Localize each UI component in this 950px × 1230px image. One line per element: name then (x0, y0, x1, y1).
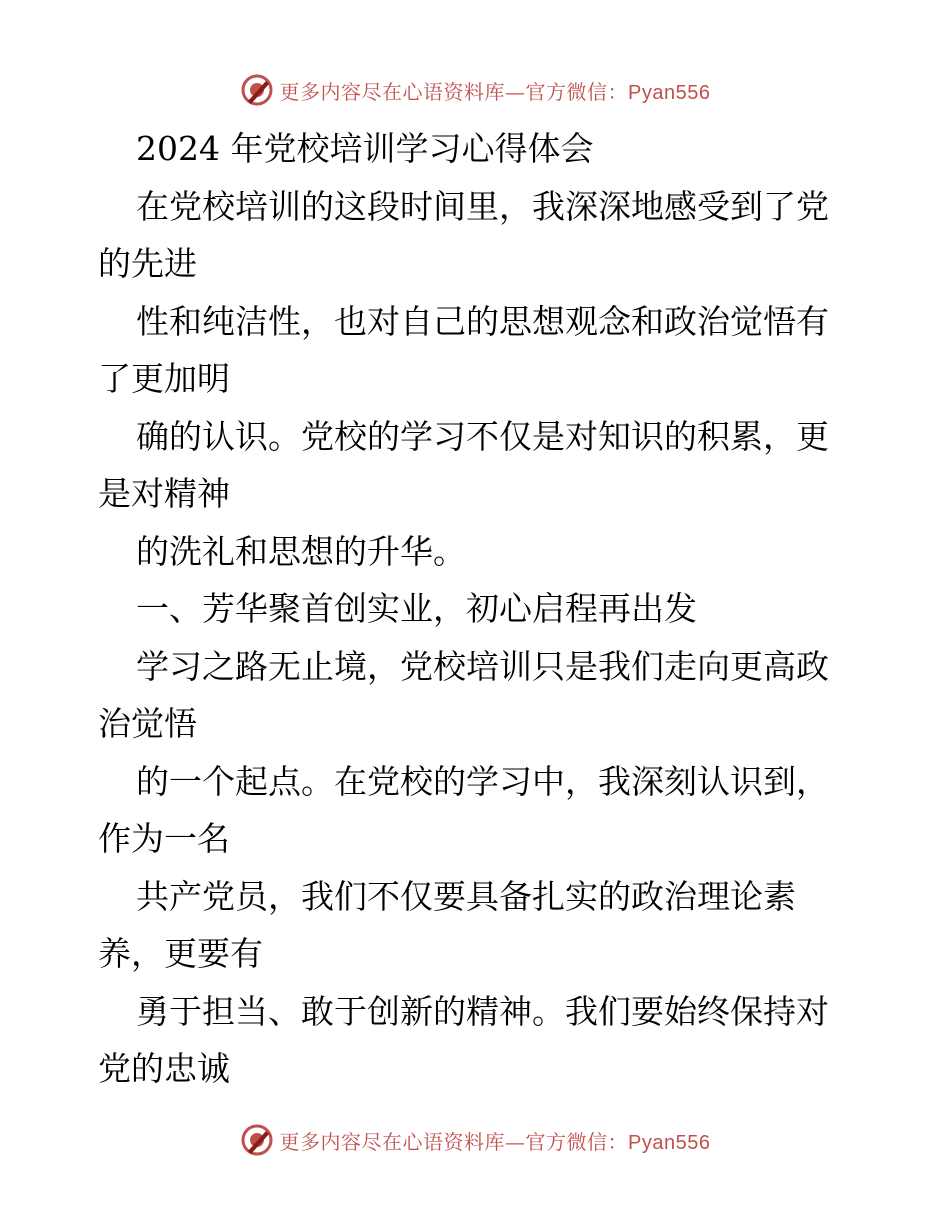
paragraph-line: 性和纯洁性，也对自己的思想观念和政治觉悟有 (136, 301, 829, 341)
document-title: 2024 年党校培训学习心得体会 (136, 129, 594, 168)
paragraph-line: 共产党员，我们不仅要具备扎实的政治理论素 (136, 876, 796, 916)
paragraph-line: 是对精神 (98, 474, 230, 513)
paragraph-line: 确的认识。党校的学习不仅是对知识的积累，更 (136, 416, 829, 456)
header-banner (0, 70, 950, 110)
paragraph-line: 作为一名 (98, 819, 230, 858)
paragraph-line: 在党校培训的这段时间里，我深深地感受到了党 (136, 186, 829, 226)
paragraph-line: 的先进 (98, 244, 197, 283)
document-body (98, 120, 858, 1098)
paragraph-line: 的洗礼和思想的升华。 (136, 531, 466, 571)
pen-logo-icon (240, 73, 274, 107)
paragraph-line: 治觉悟 (98, 704, 197, 743)
paragraph-line: 的一个起点。在党校的学习中，我深刻认识到， (136, 761, 829, 801)
banner-text: 更多内容尽在心语资料库—官方微信：Pyan556 (279, 1129, 711, 1154)
paragraph-line: 养，更要有 (98, 934, 263, 973)
paragraph-line: 党的忠诚 (98, 1049, 230, 1088)
footer-banner (0, 1120, 950, 1160)
banner-text: 更多内容尽在心语资料库—官方微信：Pyan556 (279, 79, 711, 104)
section-heading: 一、芳华聚首创实业，初心启程再出发 (136, 589, 697, 628)
paragraph-line: 了更加明 (98, 359, 230, 398)
pen-logo-icon (240, 1123, 274, 1157)
paragraph-line: 学习之路无止境，党校培训只是我们走向更高政 (136, 646, 829, 686)
paragraph-line: 勇于担当、敢于创新的精神。我们要始终保持对 (136, 991, 829, 1031)
